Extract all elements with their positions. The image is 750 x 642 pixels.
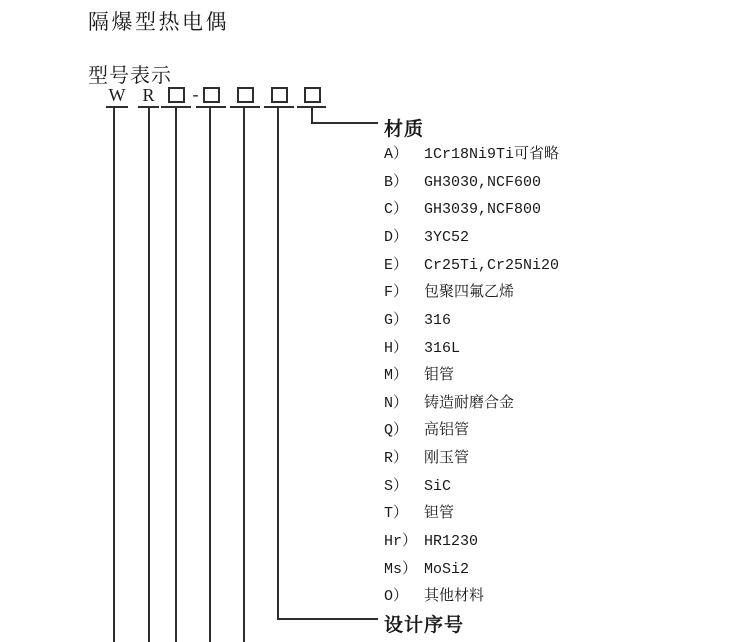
material-label: 钼管 bbox=[424, 367, 455, 384]
material-label: 包聚四氟乙烯 bbox=[424, 284, 515, 301]
material-item bbox=[384, 146, 559, 164]
model-placeholder-box bbox=[271, 87, 288, 103]
slot-underline bbox=[106, 106, 128, 108]
material-code: D） bbox=[384, 229, 409, 246]
material-label: SiC bbox=[424, 478, 452, 495]
material-item bbox=[384, 395, 514, 413]
material-label: 铸造耐磨合金 bbox=[424, 395, 515, 412]
leader-line bbox=[113, 108, 115, 642]
leader-line bbox=[148, 108, 150, 642]
material-code: O） bbox=[384, 588, 409, 605]
material-label: HR1230 bbox=[424, 533, 479, 550]
material-label: Cr25Ti,Cr25Ni20 bbox=[424, 257, 560, 274]
material-code: F） bbox=[384, 284, 409, 301]
material-code: C） bbox=[384, 201, 409, 218]
material-item bbox=[384, 367, 454, 385]
material-code: H） bbox=[384, 340, 409, 357]
material-label: 316 bbox=[424, 312, 452, 329]
model-placeholder-box bbox=[304, 87, 321, 103]
material-code: T） bbox=[384, 505, 409, 522]
material-label: 316L bbox=[424, 340, 461, 357]
material-label: GH3039,NCF800 bbox=[424, 201, 542, 218]
material-item bbox=[384, 257, 559, 275]
material-item bbox=[384, 284, 514, 302]
design-serial-heading: 设计序号 bbox=[384, 615, 465, 636]
material-item bbox=[384, 505, 454, 523]
material-code: Hr） bbox=[384, 533, 418, 550]
material-label: 1Cr18Ni9Ti可省略 bbox=[424, 146, 560, 163]
material-code: Ms） bbox=[384, 561, 418, 578]
leader-line bbox=[209, 108, 211, 642]
material-code: R） bbox=[384, 450, 409, 467]
model-placeholder-box bbox=[168, 87, 185, 103]
material-item bbox=[384, 340, 460, 358]
material-code: N） bbox=[384, 395, 409, 412]
leader-line bbox=[243, 108, 245, 642]
leader-elbow-design-serial bbox=[277, 108, 378, 620]
leader-elbow-material bbox=[311, 108, 378, 124]
material-label: 刚玉管 bbox=[424, 450, 470, 467]
material-label: 钽管 bbox=[424, 505, 455, 522]
model-placeholder-box bbox=[237, 87, 254, 103]
slot-underline bbox=[230, 106, 260, 108]
model-separator: - bbox=[192, 84, 199, 104]
material-item bbox=[384, 478, 451, 496]
material-item bbox=[384, 422, 469, 440]
material-label: 高铝管 bbox=[424, 422, 470, 439]
material-item bbox=[384, 561, 469, 579]
material-code: M） bbox=[384, 367, 409, 384]
material-code: G） bbox=[384, 312, 409, 329]
material-code: E） bbox=[384, 257, 409, 274]
material-label: 其他材料 bbox=[424, 588, 485, 605]
material-label: MoSi2 bbox=[424, 561, 470, 578]
model-letter-r: R bbox=[142, 85, 155, 105]
leader-line bbox=[175, 108, 177, 642]
material-code: A） bbox=[384, 146, 409, 163]
material-item bbox=[384, 229, 469, 247]
material-item bbox=[384, 533, 478, 551]
material-code: S） bbox=[384, 478, 409, 495]
materials-heading: 材质 bbox=[384, 119, 425, 140]
material-item bbox=[384, 450, 469, 468]
section-heading: 型号表示 bbox=[88, 65, 172, 87]
material-item bbox=[384, 201, 541, 219]
material-item bbox=[384, 588, 484, 606]
model-placeholder-box bbox=[203, 87, 220, 103]
material-item bbox=[384, 312, 451, 330]
model-letter-w: W bbox=[108, 85, 126, 105]
material-item bbox=[384, 174, 541, 192]
material-label: 3YC52 bbox=[424, 229, 470, 246]
material-label: GH3030,NCF600 bbox=[424, 174, 542, 191]
material-code: Q） bbox=[384, 422, 409, 439]
material-code: B） bbox=[384, 174, 409, 191]
slot-underline bbox=[196, 106, 226, 108]
page-title: 隔爆型热电偶 bbox=[88, 10, 229, 34]
